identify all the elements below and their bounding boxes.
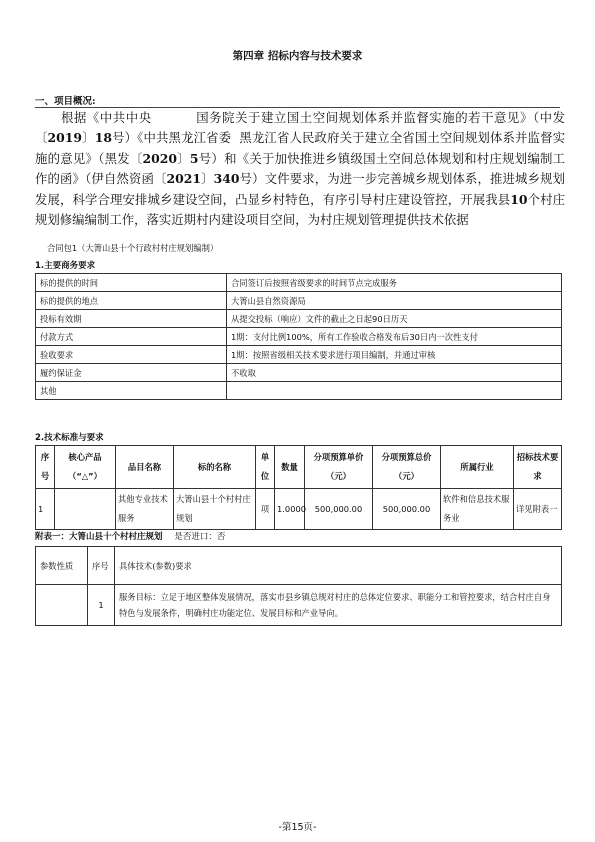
col-header: 序号: [36, 446, 55, 489]
table-header-row: [36, 446, 562, 489]
chapter-title: 第四章 招标内容与技术要求: [232, 50, 363, 62]
cell: 详见附表一: [514, 489, 562, 530]
row-value: 从提交投标（响应）文件的截止之日起90日历天: [227, 310, 562, 328]
cell: 1: [88, 585, 115, 626]
cell: 大箐山县十个村村庄规划: [174, 489, 256, 530]
attachment-table: [35, 546, 562, 626]
row-value: 不收取: [227, 364, 562, 382]
page-number: -第15页-: [278, 822, 317, 833]
col-header: 序号: [88, 547, 115, 585]
tech-requirements-title: 2.技术标准与要求: [35, 433, 104, 443]
cell: 服务目标：立足于地区整体发展情况，落实市县乡镇总规对村庄的总体定位要求、职能分工和管控要求，结合村庄自身特色与发展条件，明确村庄功能定位、发展目标和产业导向。: [115, 585, 562, 626]
overview-paragraph: 根据《中共中央 国务院关于建立国土空间规划体系并监督实施的若干意见》（中发〔2019〕18号）《中共黑龙江省委 黑龙江省人民政府关于建立全省国土空间规划体系并监督实施的意见》（黑发〔2020〕5号）和《关于加快推进乡镇级国土空间总体规划和村庄规划编制工作的函》（伊自然资函〔2021〕340号）文件要求，为进一步完善城乡规划体系，推进城乡规划发展，科学合理安排城乡建设空间，凸显乡村特色，有序引导村庄建设管控，开展我县10个村庄规划修编编制工作，落实近期村内建设项目空间，为村庄规划管理提供技术依据: [35, 110, 566, 228]
row-key: 付款方式: [36, 328, 227, 346]
row-value: 1期：按照省级相关技术要求进行项目编制，并通过审核: [227, 346, 562, 364]
cell: 项: [256, 489, 275, 530]
cell: [55, 489, 116, 530]
row-key: 标的提供的时间: [36, 274, 227, 292]
row-key: 标的提供的地点: [36, 292, 227, 310]
col-header: 分项预算总价（元）: [373, 446, 441, 489]
col-header: 品目名称: [116, 446, 174, 489]
section-overview-title: 一、项目概况:: [35, 96, 96, 107]
row-value: 1期：支付比例100%，所有工作验收合格发布后30日内一次性支付: [227, 328, 562, 346]
col-header: 所属行业: [441, 446, 514, 489]
import-status: 是否进口：否: [174, 532, 226, 542]
cell: 其他专业技术服务: [116, 489, 174, 530]
table-row: [36, 310, 562, 328]
row-key: 履约保证金: [36, 364, 227, 382]
package-label: 合同包1（大箐山县十个行政村村庄规划编制）: [47, 243, 219, 253]
table-row: [36, 274, 562, 292]
col-header: 参数性质: [36, 547, 88, 585]
col-header: 具体技术(参数)要求: [115, 547, 562, 585]
attachment-title: 附表一：大箐山县十个村村庄规划 是否进口：否: [35, 532, 226, 542]
row-value: 大箐山县自然资源局: [227, 292, 562, 310]
table-row: [36, 292, 562, 310]
table-row: [36, 328, 562, 346]
row-value: [227, 382, 562, 400]
table-row: [36, 489, 562, 530]
table-row: [36, 382, 562, 400]
col-header: 单位: [256, 446, 275, 489]
cell: 1: [36, 489, 55, 530]
business-requirements-title: 1.主要商务要求: [35, 261, 96, 271]
cell: 1.0000: [275, 489, 305, 530]
table-row: [36, 346, 562, 364]
row-key: 验收要求: [36, 346, 227, 364]
tech-requirements-table: [35, 445, 562, 530]
col-header: 标的名称: [174, 446, 256, 489]
col-header: 核心产品（“△”）: [55, 446, 116, 489]
row-key: 投标有效期: [36, 310, 227, 328]
col-header: 分项预算单价（元）: [305, 446, 373, 489]
col-header: 招标技术要求: [514, 446, 562, 489]
business-requirements-table: [35, 273, 562, 400]
cell: [36, 585, 88, 626]
table-row: [36, 364, 562, 382]
row-key: 其他: [36, 382, 227, 400]
table-row: [36, 585, 562, 626]
cell: 500,000.00: [305, 489, 373, 530]
col-header: 数量: [275, 446, 305, 489]
table-header-row: [36, 547, 562, 585]
row-value: 合同签订后按照省级要求的时间节点完成服务: [227, 274, 562, 292]
cell: 500,000.00: [373, 489, 441, 530]
cell: 软件和信息技术服务业: [441, 489, 514, 530]
